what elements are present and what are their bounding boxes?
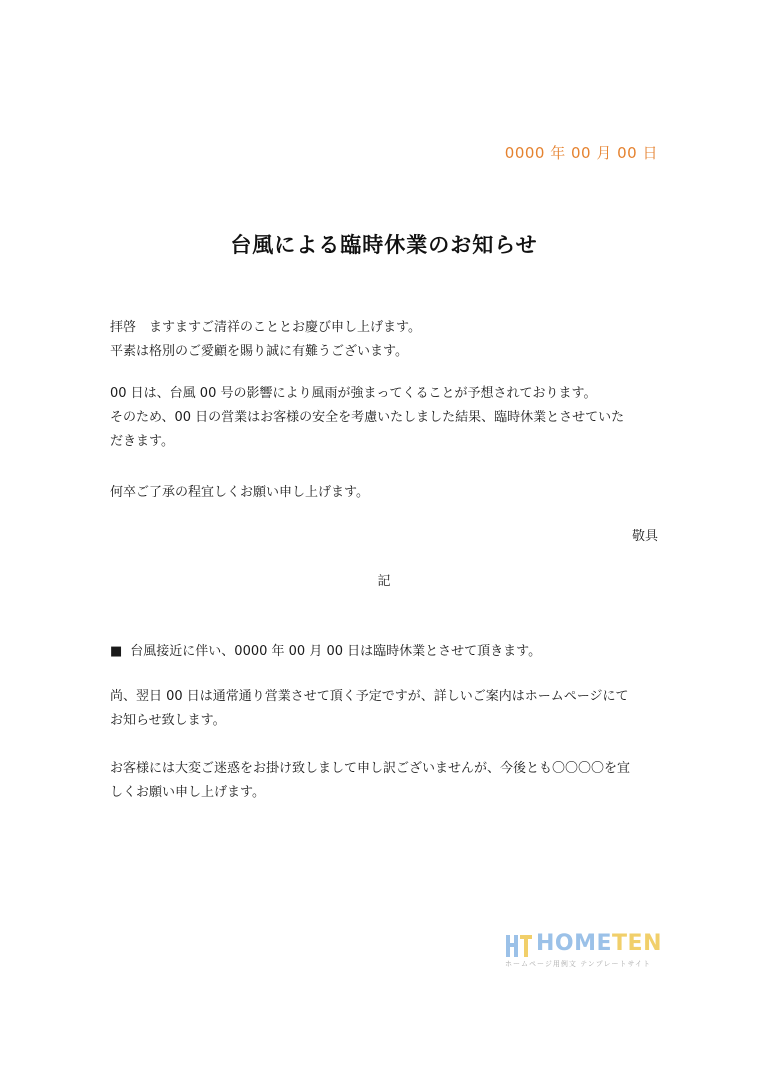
- notice-line: 00 日は、台風 00 号の影響により風雨が強まってくることが予想されております。: [110, 386, 597, 401]
- greeting-line: 平素は格別のご愛顧を賜り誠に有難うございます。: [110, 344, 408, 359]
- notice-paragraph: [110, 382, 658, 454]
- note-line: お知らせ致します。: [110, 713, 226, 728]
- closing-word: 敬具: [631, 529, 658, 544]
- document-date: 0000 年 00 月 00 日: [504, 144, 658, 162]
- hometen-tagline: ホームページ用例文 テンプレートサイト: [505, 960, 651, 968]
- closure-item-text: 台風接近に伴い、0000 年 00 月 00 日は臨時休業とさせて頂きます。: [130, 644, 542, 659]
- greeting-line: 拝啓 ますますご清祥のこととお慶び申し上げます。: [110, 320, 421, 335]
- document-title: 台風による臨時休業のお知らせ: [230, 232, 538, 257]
- apology-line: お客様には大変ご迷惑をお掛け致しまして申し訳ございませんが、今後とも〇〇〇〇を宜: [110, 761, 631, 776]
- ki-heading: 記: [377, 574, 391, 589]
- closure-item: [110, 640, 541, 664]
- hometen-wordmark: [536, 931, 662, 956]
- square-bullet-icon: ■: [110, 644, 123, 659]
- hometen-logo: [505, 931, 662, 972]
- notice-line: そのため、00 日の営業はお客様の安全を考慮いたしました結果、臨時休業とさせていた: [110, 410, 625, 425]
- hometen-logo-mark-icon: [505, 934, 533, 958]
- apology-paragraph: [110, 757, 658, 805]
- hometen-wordmark-ten: TEN: [612, 931, 662, 956]
- note-line: 尚、翌日 00 日は通常通り営業させて頂く予定ですが、詳しいご案内はホームページにて: [110, 689, 629, 704]
- greeting-paragraph: [110, 316, 658, 364]
- apology-line: しくお願い申し上げます。: [110, 785, 265, 800]
- hometen-wordmark-home: HOME: [536, 931, 613, 956]
- note-paragraph: [110, 685, 658, 733]
- request-paragraph: 何卒ご了承の程宜しくお願い申し上げます。: [110, 485, 369, 500]
- notice-line: だきます。: [110, 434, 174, 449]
